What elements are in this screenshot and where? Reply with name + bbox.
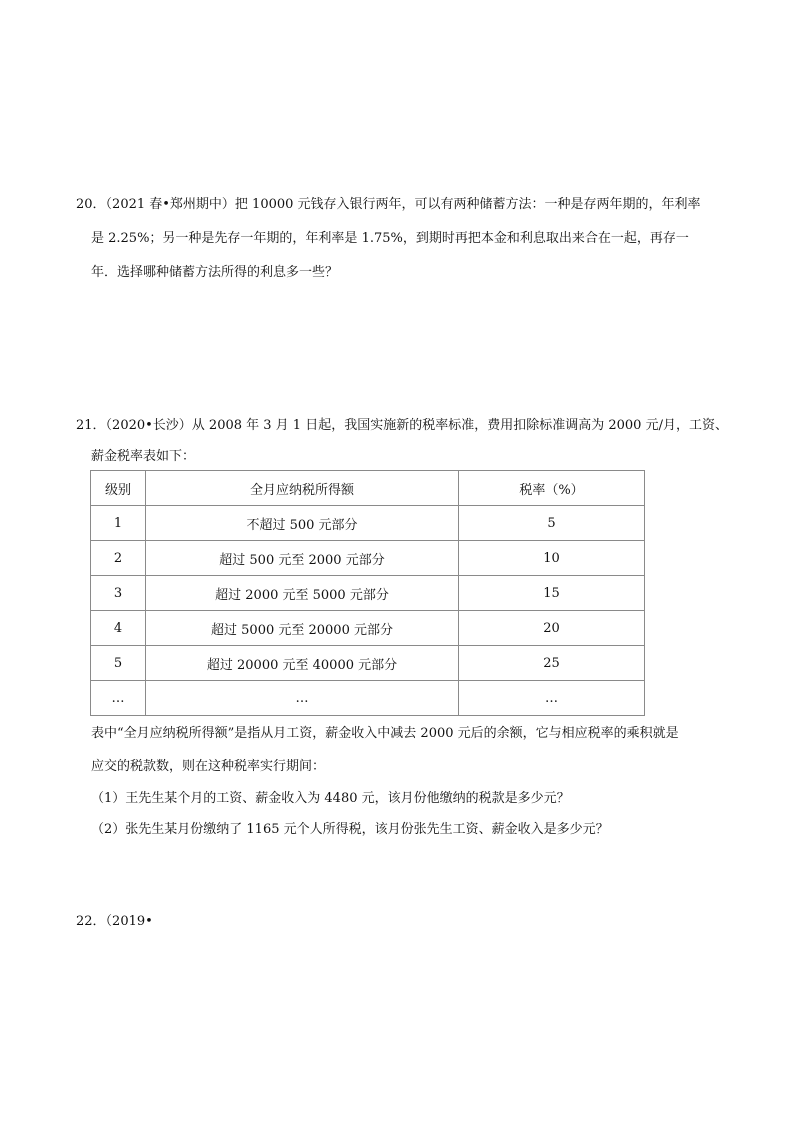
table-cell-level: … [91,681,146,716]
table-row [91,576,645,611]
table-row [91,681,645,716]
q21-line-1: 21．（2020•长沙）从 2008 年 3 月 1 日起，我国实施新的税率标准，费用扣除标准调高为 2000 元/月，工资、 [76,418,728,433]
q21-sub-question-2: （2）张先生某月份缴纳了 1165 元个人所得税，该月份张先生工资、薪金收入是多少元？ [91,822,609,837]
table-header-cell: 级别 [91,471,146,506]
q21-note-line-2: 应交的税款数，则在这种税率实行期间： [91,759,326,774]
table-cell-level: 4 [91,611,146,646]
table-cell-level: 3 [91,576,146,611]
table-cell-rate: 10 [459,541,645,576]
table-cell-range: 超过 2000 元至 5000 元部分 [146,576,459,611]
table-cell-level: 1 [91,506,146,541]
tax-rate-table [90,470,645,716]
table-cell-rate: 25 [459,646,645,681]
table-row [91,506,645,541]
table-header-cell: 税率（%） [459,471,645,506]
q21-note-line-1: 表中“全月应纳税所得额”是指从月工资，薪金收入中减去 2000 元后的余额，它与相应税率的乘积就是 [91,726,679,741]
table-cell-range: … [146,681,459,716]
table-cell-rate: 20 [459,611,645,646]
table-cell-level: 5 [91,646,146,681]
table-row [91,541,645,576]
table-cell-range: 超过 500 元至 2000 元部分 [146,541,459,576]
q20-line-3: 年．选择哪种储蓄方法所得的利息多一些？ [91,265,339,280]
q22-line-1: 22．（2019• [76,914,153,929]
table-header-row [91,471,645,506]
table-cell-range: 不超过 500 元部分 [146,506,459,541]
table-cell-rate: 5 [459,506,645,541]
q20-line-2: 是 2.25%；另一种是先存一年期的，年利率是 1.75%，到期时再把本金和利息取出来合在一起，再存一 [91,231,689,246]
table-row [91,646,645,681]
q21-line-2: 薪金税率表如下： [91,449,196,464]
table-cell-level: 2 [91,541,146,576]
q20-line-1: 20．（2021 春•郑州期中）把 10000 元钱存入银行两年，可以有两种储蓄方法：一种是存两年期的，年利率 [76,197,701,212]
table-cell-range: 超过 5000 元至 20000 元部分 [146,611,459,646]
table-row [91,611,645,646]
table-cell-rate: … [459,681,645,716]
table-cell-range: 超过 20000 元至 40000 元部分 [146,646,459,681]
table-cell-rate: 15 [459,576,645,611]
table-header-cell: 全月应纳税所得额 [146,471,459,506]
q21-sub-question-1: （1）王先生某个月的工资、薪金收入为 4480 元，该月份他缴纳的税款是多少元？ [91,791,570,806]
